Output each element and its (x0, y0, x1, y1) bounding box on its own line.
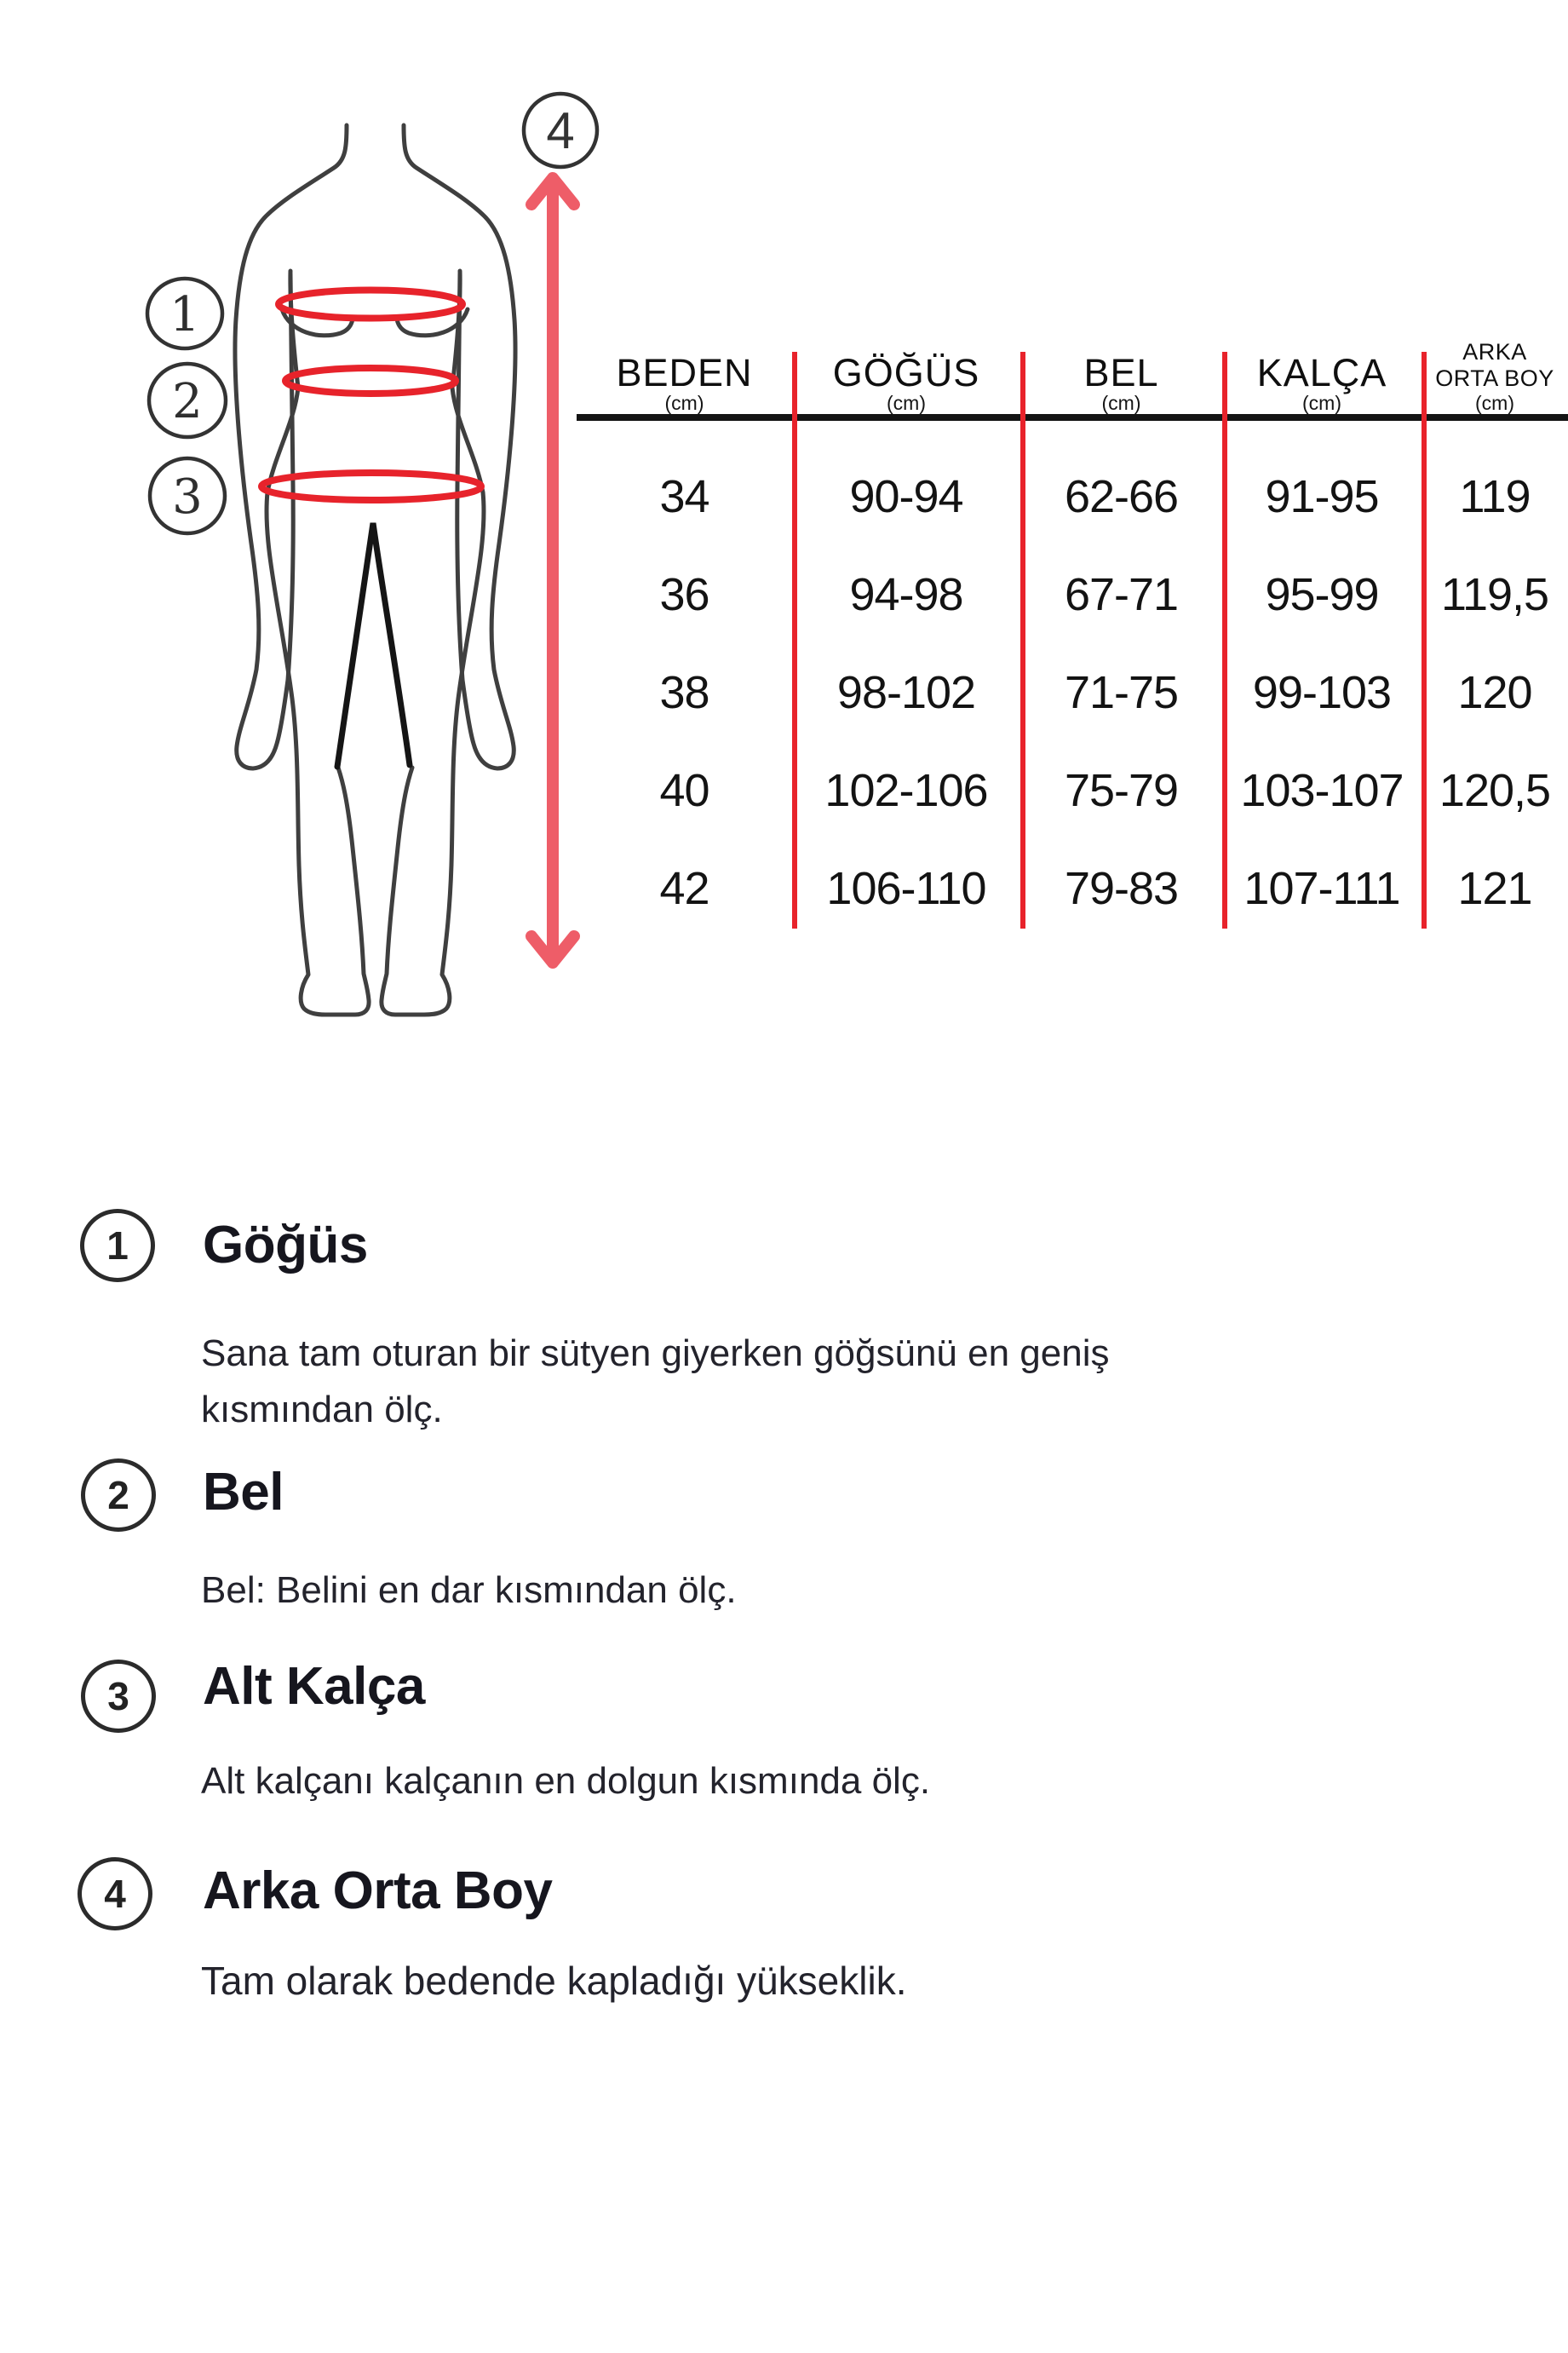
table-column-header (792, 339, 1020, 417)
marker-number-2: 2 (172, 374, 203, 429)
guide-title-bel: Bel (203, 1463, 284, 1522)
guide-desc-line: Bel: Belini en dar kısmından ölç. (201, 1569, 737, 1611)
column-unit: (cm) (887, 392, 926, 415)
table-cell: 34 (659, 470, 709, 522)
column-unit: (cm) (1101, 392, 1141, 415)
size-table-header (577, 339, 1568, 414)
guide-desc-bel (201, 1562, 737, 1619)
marker-number-1: 1 (169, 287, 200, 342)
table-cell: 94-98 (849, 568, 963, 620)
figure-right-torso-leg (382, 271, 484, 1015)
guide-desc-line: Sana tam oturan bir sütyen giyerken göğsünü en geniş (201, 1332, 1110, 1374)
table-column-header (1020, 339, 1222, 417)
column-unit: (cm) (1302, 392, 1341, 415)
table-cell: 107-111 (1243, 862, 1400, 914)
table-cell: 98-102 (836, 666, 976, 718)
chest-measure-ellipse (279, 291, 462, 319)
guide-circle-1: 1 (80, 1209, 155, 1282)
body-measurement-diagram (0, 0, 647, 1073)
table-cell: 119,5 (1440, 568, 1549, 620)
table-cell: 36 (659, 568, 709, 620)
waist-measure-ellipse (285, 368, 456, 394)
guide-desc-line: kısmından ölç. (201, 1389, 443, 1430)
column-label: BEL (1083, 351, 1159, 395)
table-cell: 40 (659, 764, 709, 816)
column-label: ORTA BOY (1435, 365, 1554, 392)
table-cell: 90-94 (849, 470, 963, 522)
length-arrow (531, 178, 574, 963)
table-cell: 119 (1459, 470, 1531, 522)
column-label: KALÇA (1256, 351, 1387, 395)
table-cell: 95-99 (1265, 568, 1379, 620)
table-cell: 71-75 (1064, 666, 1179, 718)
guide-title-arka-orta-boy: Arka Orta Boy (203, 1861, 553, 1920)
table-column-header (1422, 339, 1568, 417)
guide-desc-line: Tam olarak bedende kapladığı yükseklik. (201, 1959, 907, 2003)
table-cell: 38 (659, 666, 709, 718)
guide-desc-alt-kalca (201, 1753, 930, 1809)
guide-circle-3: 3 (81, 1660, 156, 1733)
table-cell: 75-79 (1064, 764, 1179, 816)
table-cell: 120 (1457, 666, 1532, 718)
guide-title-alt-kalca: Alt Kalça (203, 1657, 425, 1716)
table-column-header (1222, 339, 1422, 417)
marker-number-3: 3 (172, 469, 203, 525)
table-cell: 91-95 (1265, 470, 1379, 522)
table-cell: 121 (1457, 862, 1532, 914)
guide-desc-arka-orta-boy (201, 1953, 906, 2009)
table-cell: 99-103 (1252, 666, 1392, 718)
guide-title-gogus: Göğüs (203, 1216, 368, 1274)
table-cell: 42 (659, 862, 709, 914)
figure-inner-leg-v (337, 523, 410, 767)
table-cell: 103-107 (1240, 764, 1404, 816)
column-unit: (cm) (664, 392, 704, 415)
column-label: ARKA (1462, 339, 1527, 365)
table-cell: 102-106 (824, 764, 988, 816)
column-label: BEDEN (616, 351, 753, 395)
table-cell: 62-66 (1064, 470, 1179, 522)
table-cell: 67-71 (1064, 568, 1179, 620)
table-cell: 106-110 (826, 862, 986, 914)
guide-desc-line: Alt kalçanı kalçanın en dolgun kısmında ölç. (201, 1760, 931, 1802)
table-cell: 79-83 (1064, 862, 1179, 914)
guide-circle-2: 2 (81, 1458, 156, 1532)
column-label: GÖĞÜS (832, 351, 980, 395)
column-unit: (cm) (1475, 392, 1514, 415)
guide-circle-4: 4 (78, 1857, 152, 1930)
guide-desc-gogus (201, 1326, 1109, 1438)
size-table-body (577, 447, 1568, 937)
marker-number-4: 4 (546, 102, 575, 159)
table-cell: 120,5 (1439, 764, 1551, 816)
table-column-header (577, 339, 792, 417)
